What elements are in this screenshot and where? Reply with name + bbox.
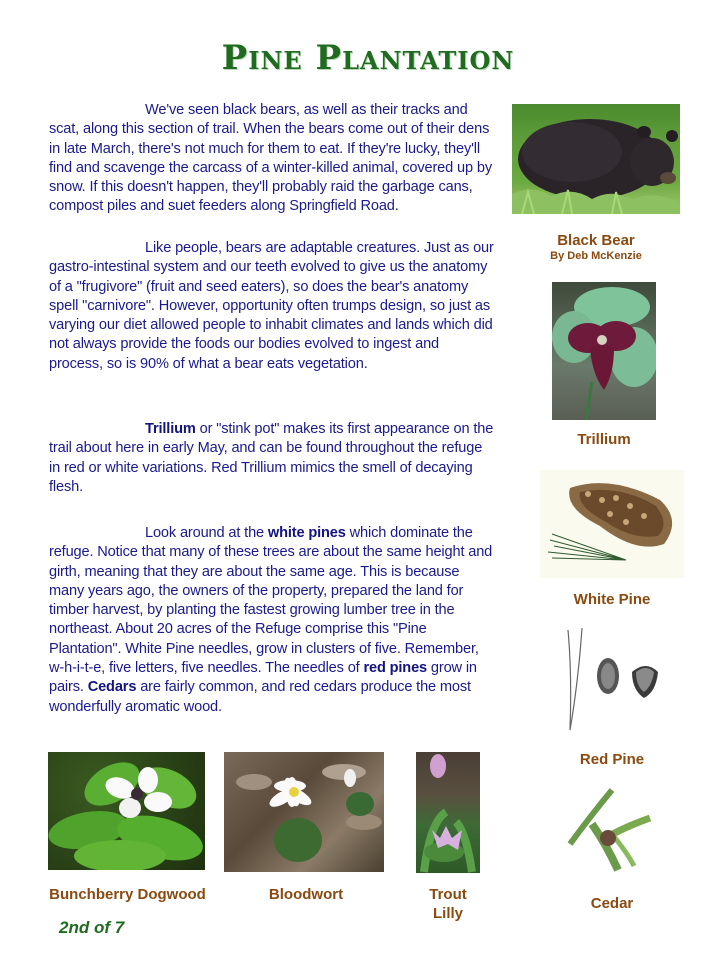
white-pine-image — [540, 470, 684, 578]
page-indicator: 2nd of 7 — [59, 918, 125, 937]
bear-image — [512, 104, 680, 214]
trout-lilly-photo — [416, 752, 480, 873]
white-pine-caption: White Pine — [573, 591, 651, 608]
white-pines-term: white pines — [267, 525, 346, 541]
white-pine-photo — [540, 470, 684, 578]
paragraph-trillium: Trillium or "stink pot" makes its first appearance on the trail about here in early May, and can be found throughout the refuge in red or white variations. Red Trillium mimics the smell of decaying flesh. — [49, 421, 494, 495]
cedar-caption: Cedar — [590, 895, 634, 912]
bloodwort-image — [224, 752, 384, 872]
red-pines-term: red pines — [363, 660, 427, 677]
cedar-image — [562, 784, 658, 884]
page-title: Pine Plantation — [221, 38, 515, 78]
black-bear-caption: Black Bear By Deb McKenzie — [512, 231, 680, 263]
bunchberry-dogwood-caption: Bunchberry Dogwood — [49, 886, 206, 903]
bunchberry-dogwood-photo — [48, 752, 205, 870]
cedars-term: Cedars — [87, 679, 137, 696]
red-pine-photo — [556, 624, 668, 736]
bloodwort-caption: Bloodwort — [268, 886, 344, 903]
bunchberry-image — [48, 752, 205, 870]
trillium-image — [552, 282, 656, 420]
black-bear-photo — [512, 104, 680, 214]
paragraph-pines: Look around at the white pines which dominate the refuge. Notice that many of these trees are about the same height and girth, meaning that they are about the same age. This is because many years ago, the owners of the property, prepared the land for timber harvest, by planting the fastest growing lumber tree in the northeast. About 20 acres of the Refuge comprise this "Pine Plantation". White Pine needles, grow in clusters of five. Remember, w-h-i-t-e, five letters, five needles. The needles of red pines grow in pairs. Cedars are fairly common, and red cedars produce the most wonderfully aromatic wood. — [49, 525, 493, 715]
paragraph-bears-2: Like people, bears are adaptable creatures. Just as our gastro-intestinal system and our teeth evolved to give us the anatomy of a "frugivore" (fruit and seed eaters), so does the bear's anatomy spell "carnivore". However, opportunity often trumps design, so just as varying our diet allowed people to inhabit climates and lands which did not always provide the foods our bodies evolved to ingest and process, so is 90% of what a bear eats vegetation. — [49, 240, 494, 372]
red-pine-image — [556, 624, 668, 736]
trillium-caption: Trillium — [577, 431, 631, 448]
trout-lilly-image — [416, 752, 480, 873]
trout-lilly-caption: Trout Lilly — [429, 886, 467, 922]
red-pine-caption: Red Pine — [579, 751, 645, 768]
cedar-photo — [562, 784, 658, 884]
photo-credit: By Deb McKenzie — [550, 250, 642, 262]
trillium-term: Trillium — [145, 421, 196, 437]
trillium-photo — [552, 282, 656, 420]
paragraph-bears-1: We've seen black bears, as well as their tracks and scat, along this section of trail. When the bears come out of their dens in late March, there's not much for them to eat. If they're lucky, they'll find and scavenge the carcass of a winter-killed animal, covered up by snow. If this doesn't happen, they'll probably raid the garbage cans, compost piles and suet feeders along Springfield Road. — [49, 102, 492, 215]
bloodwort-photo — [224, 752, 384, 872]
